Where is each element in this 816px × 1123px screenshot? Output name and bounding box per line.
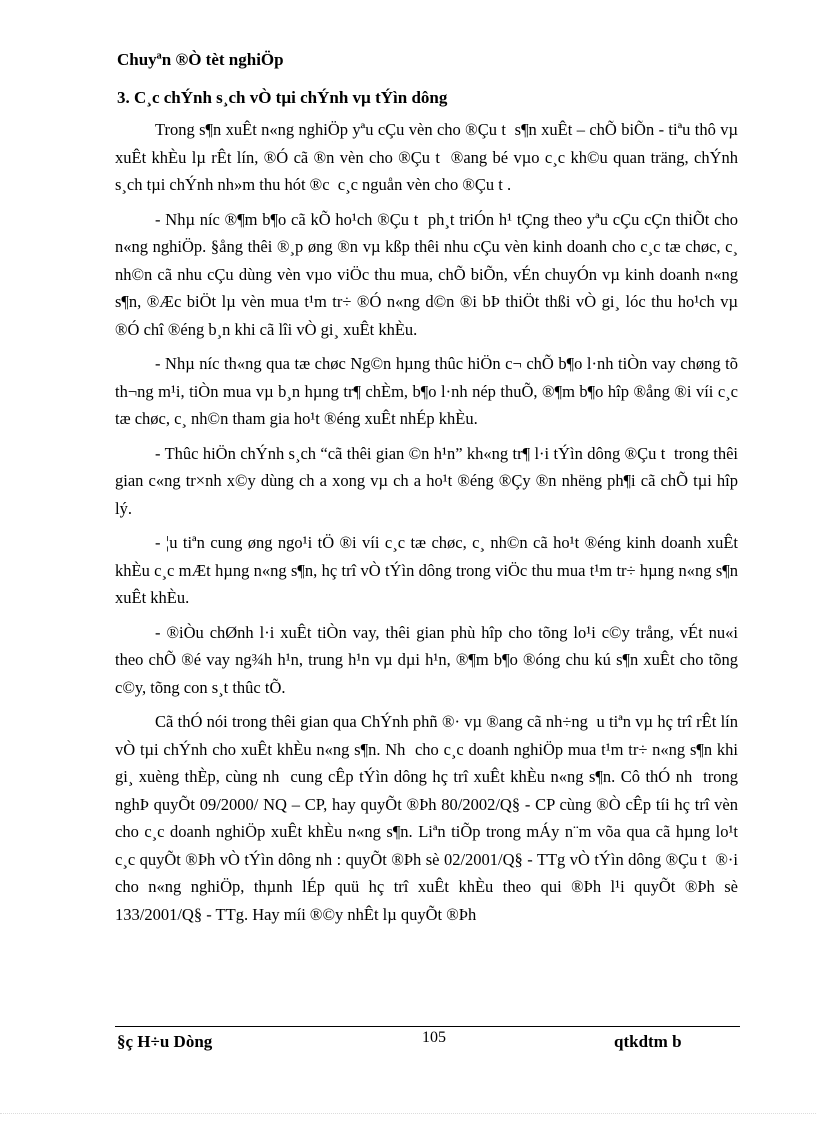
paragraph-government-support: Cã thÓ nói trong thêi gian qua ChÝnh phñ ®· vµ ®ang cã nh÷ng u tiªn vµ hç trî rÊt lín vÒ tµi chÝnh cho xuÊt khÈu n«ng s¶n. Nh cho c¸c doanh nghiÖp mua t¹m tr÷ n«ng s¶n khi gi¸ xuèng thÈp, cùng nh cung cÊp tÝìn dông hç trî xuÊt khÈu n«ng s¶n. Cô thÓ nh trong nghÞ quyÕt 09/2000/ NQ – CP, hay quyÕt ®Þh 80/2002/Q§ - CP cùng ®Ò cÊp tíi hç trî vèn cho c¸c doanh nghiÖp xuÊt khÈu n«ng s¶n. Liªn tiÕp trong mÁy n¨m võa qua cã hµng lo¹t c¸c quyÕt ®Þh vÒ tÝìn dông nh : quyÕt ®Þh sè 02/2001/Q§ - TTg vÒ tÝìn dông ®Çu t ®·i cho n«ng nghiÖp, thµnh lÉp quü hç trî xuÊt khÈu theo qui ®Þh l¹i quyÕt ®Þh sè 133/2001/Q§ - TTg. Hay míi ®©y nhÊt lµ quyÕt ®Þh — [115, 712, 738, 924]
footer-divider — [115, 1026, 740, 1027]
footer-class-code: qtkdtm b — [614, 1032, 682, 1051]
footer-author: §ç H÷u Dòng — [117, 1032, 213, 1051]
paragraph-intro: Trong s¶n xuÊt n«ng nghiÖp yªu cÇu vèn cho ®Çu t s¶n xuÊt – chÕ biÕn - tiªu thô vµ xuÊt khÈu lµ rÊt lín, ®Ó cã ®n vèn cho ®Çu t ®ang bé vµo c¸c kh©u quan träng, chÝnh s¸ch tµi chÝnh nh»m thu hót ®c c¸c nguån vèn cho ®Çu t . — [115, 120, 738, 194]
paragraph-interest-adjustment: - ®iÒu chØnh l·i xuÊt tiÒn vay, thêi gian phù hîp cho tõng lo¹i c©y trång, vÉt nu«i theo chÕ ®é vay ng¾h h¹n, trung h¹n vµ dµi h¹n, ®¶m b¶o ®óng chu kú s¶n xuÊt cho tõng c©y, tõng con s¸t thûc tÕ. — [115, 622, 738, 697]
document-body — [115, 116, 738, 935]
paragraph-foreign-currency: - ¦u tiªn cung øng ngo¹i tÖ ®i víi c¸c tæ chøc, c¸ nh©n cã ho¹t ®éng kinh doanh xuÊt khÈu c¸c mÆt hµng n«ng s¶n, hç trî vÒ tÝìn dông trong viÖc thu mua t¹m tr÷ hµng n«ng s¶n xuÊt khÈu. — [115, 533, 738, 607]
page-edge — [0, 1113, 816, 1114]
page-header: Chuyªn ®Ò tèt nghiÖp — [117, 50, 284, 69]
section-heading: 3. C¸c chÝnh s¸ch vÒ tµi chÝnh vµ tÝìn dông — [117, 88, 448, 107]
page-number: 105 — [422, 1029, 446, 1046]
paragraph-bank-guarantee: - Nhµ níc th«ng qua tæ chøc Ng©n hµng thûc hiÖn c¬ chÕ b¶o l·nh tiÒn vay chøng tõ th¬ng m¹i, tiÒn mua vµ b¸n hµng tr¶ chÈm, b¶o l·nh nép thuÕ, ®¶m b¶o hîp ®ång ®i víi c¸c tæ chøc, c¸ nh©n tham gia ho¹t ®éng xuÊt nhÉp khÈu. — [115, 354, 738, 428]
paragraph-grace-period: - Thûc hiÖn chÝnh s¸ch “cã thêi gian ©n h¹n” kh«ng tr¶ l·i tÝìn dông ®Çu t trong thêi gian c«ng tr×nh x©y dùng ch a xong vµ ch a ho¹t ®éng ®Çy ®n nhëng ph¶i cã chÕ tµi hîp lý. — [115, 443, 738, 518]
paragraph-investment-plan: - Nhµ níc ®¶m b¶o cã kÕ ho¹ch ®Çu t ph¸t triÓn h¹ tÇng theo yªu cÇu cÇn thiÕt cho n«ng nghiÖp. §ång thêi ®¸p øng ®n vµ kßp thêi nhu cÇu vèn kinh doanh cho c¸c tæ chøc, c¸ nh©n cã nhu cÇu dùng vèn vµo viÖc thu mua, chÕ biÕn, vÉn chuyÓn vµ kinh doanh n«ng s¶n, ®Æc biÖt lµ vèn mua t¹m tr÷ ®Ó n«ng d©n ®i bÞ thiÖt thßi vÒ gi¸ lóc thu ho¹ch vµ ®Ó chî ®éng b¸n khi cã lîi vÒ gi¸ xuÊt khÈu. — [115, 209, 738, 339]
